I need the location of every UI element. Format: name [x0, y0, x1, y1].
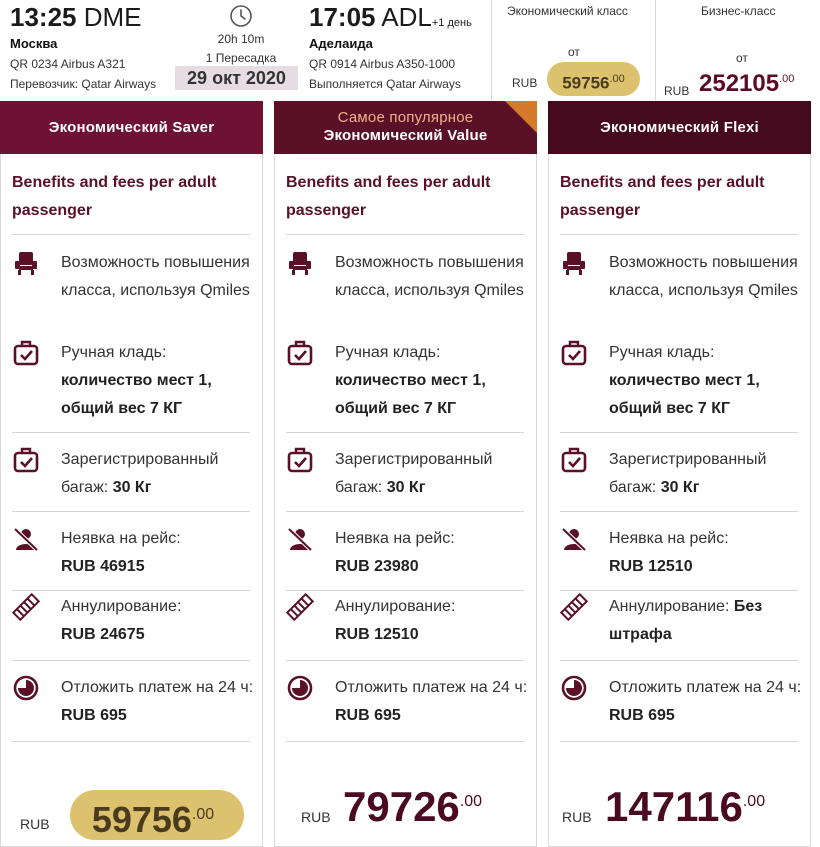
divider	[12, 741, 250, 742]
journey-stops: 1 Пересадка	[205, 51, 277, 65]
hold-payment-value: RUB 695	[335, 707, 401, 724]
arrival-operated: Выполняется Qatar Airways	[309, 77, 461, 91]
divider	[12, 590, 250, 591]
benefit-checked-baggage-text	[335, 446, 535, 502]
baggage-icon	[12, 446, 40, 474]
divider	[12, 234, 250, 235]
divider	[286, 432, 524, 433]
divider	[12, 432, 250, 433]
fare-price-cents: .00	[742, 793, 766, 810]
arrival-airport: ADL	[381, 2, 432, 32]
divider	[560, 511, 798, 512]
no-show-value: RUB 12510	[609, 558, 693, 575]
fare-currency: RUB	[301, 809, 331, 825]
departure-time: 13:25	[10, 2, 77, 32]
departure-flight: QR 0234 Airbus A321	[10, 57, 126, 71]
benefit-checked-baggage-text	[609, 446, 809, 502]
benefit-no-show-text	[335, 525, 535, 581]
divider	[655, 0, 656, 100]
divider	[560, 741, 798, 742]
divider	[12, 511, 250, 512]
benefit-upgrade-text: Возможность повышения класса, используя Qmiles	[61, 254, 250, 299]
cancellation-icon	[560, 593, 588, 621]
no-show-icon	[560, 525, 588, 553]
business-min-price-button[interactable]	[699, 70, 794, 98]
luggage-icon	[12, 339, 40, 367]
clock-icon	[229, 4, 253, 28]
baggage-icon	[560, 446, 588, 474]
select-fare-button[interactable]	[605, 783, 765, 831]
benefit-cancellation-text	[609, 593, 809, 649]
checked-baggage-label: Зарегистрированный багаж:	[61, 451, 219, 496]
journey-duration: 20h 10m	[217, 32, 265, 46]
benefit-no-show-text	[609, 525, 809, 581]
fare-header[interactable]	[0, 101, 263, 154]
benefit-upgrade-text: Возможность повышения класса, используя Qmiles	[335, 254, 524, 299]
arrival-flight: QR 0914 Airbus A350-1000	[309, 57, 456, 71]
fare-price-value: 79726	[343, 783, 460, 830]
seat-icon	[12, 249, 40, 277]
benefit-hold-payment-text	[335, 674, 535, 730]
hand-luggage-label: Ручная кладь:	[335, 344, 441, 361]
hold-payment-value: RUB 695	[61, 707, 127, 724]
benefit-checked-baggage-text	[61, 446, 261, 502]
business-class-title[interactable]: Бизнес-класс	[701, 4, 776, 18]
cancellation-value: RUB 12510	[335, 626, 419, 643]
benefit-hold-payment-text	[61, 674, 261, 730]
fare-name: Экономический Saver	[48, 119, 215, 136]
corner-ribbon	[505, 101, 537, 133]
fare-price-cents: .00	[459, 793, 483, 810]
fare-price-value: 59756	[91, 799, 192, 840]
luggage-icon	[560, 339, 588, 367]
hand-luggage-value: количество мест 1, общий вес 7 КГ	[61, 372, 212, 417]
select-fare-button[interactable]	[343, 783, 482, 831]
most-popular-badge: Самое популярное	[337, 109, 474, 126]
cancellation-label: Аннулирование:	[61, 598, 182, 615]
hold-payment-label: Отложить платеж на 24 ч:	[61, 679, 254, 696]
divider	[560, 590, 798, 591]
divider	[286, 590, 524, 591]
baggage-icon	[286, 446, 314, 474]
benefits-title: Benefits and fees per adult passenger	[12, 174, 217, 219]
cancellation-value: RUB 24675	[61, 626, 145, 643]
economy-currency: RUB	[512, 76, 538, 90]
no-show-value: RUB 23980	[335, 558, 419, 575]
benefit-hand-luggage-text	[61, 339, 261, 423]
hold-payment-label: Отложить платеж на 24 ч:	[335, 679, 528, 696]
no-show-icon	[12, 525, 40, 553]
divider	[560, 660, 798, 661]
divider	[286, 741, 524, 742]
economy-from-label: от	[568, 45, 580, 59]
hand-luggage-value: количество мест 1, общий вес 7 КГ	[335, 372, 486, 417]
departure-carrier: Перевозчик: Qatar Airways	[10, 77, 157, 91]
cancellation-label: Аннулирование:	[609, 598, 730, 615]
checked-baggage-value: 30 Кг	[660, 479, 700, 496]
cancellation-value: Без штрафа	[609, 598, 763, 643]
economy-min-price: 59756	[562, 73, 610, 93]
seat-icon	[286, 249, 314, 277]
business-currency: RUB	[664, 84, 690, 98]
divider	[491, 0, 492, 100]
luggage-icon	[286, 339, 314, 367]
timer-icon	[560, 674, 588, 702]
benefit-upgrade-text: Возможность повышения класса, используя Qmiles	[609, 254, 798, 299]
no-show-icon	[286, 525, 314, 553]
benefit-hand-luggage-text	[335, 339, 535, 423]
divider	[560, 234, 798, 235]
departure-time-block	[10, 3, 142, 31]
timer-icon	[12, 674, 40, 702]
departure-city: Москва	[10, 36, 58, 51]
flight-summary	[0, 0, 820, 100]
benefit-cancellation-text	[61, 593, 261, 649]
hand-luggage-value: количество мест 1, общий вес 7 КГ	[609, 372, 760, 417]
hold-payment-label: Отложить платеж на 24 ч:	[609, 679, 802, 696]
fare-card-value	[274, 101, 537, 847]
business-min-price-cents: .00	[779, 73, 795, 85]
arrival-day-offset: +1 день	[431, 17, 472, 29]
fare-price-cents: .00	[191, 806, 215, 823]
economy-min-price-cents: .00	[609, 73, 625, 85]
benefits-title: Benefits and fees per adult passenger	[286, 174, 491, 219]
divider	[286, 660, 524, 661]
journey-date: 29 окт 2020	[175, 66, 298, 90]
benefit-hand-luggage-text	[609, 339, 809, 423]
seat-icon	[560, 249, 588, 277]
fare-price-value: 147116	[605, 783, 743, 830]
divider	[560, 432, 798, 433]
fare-currency: RUB	[20, 816, 50, 832]
no-show-label: Неявка на рейс:	[609, 530, 729, 547]
hand-luggage-label: Ручная кладь:	[61, 344, 167, 361]
checked-baggage-value: 30 Кг	[386, 479, 426, 496]
hand-luggage-label: Ручная кладь:	[609, 344, 715, 361]
checked-baggage-value: 30 Кг	[112, 479, 152, 496]
fare-name: Экономический Value	[323, 127, 488, 144]
select-fare-button[interactable]	[70, 790, 244, 840]
fare-price[interactable]	[275, 781, 538, 845]
fare-header[interactable]	[274, 101, 537, 154]
benefit-cancellation-text	[335, 593, 535, 649]
benefits-title: Benefits and fees per adult passenger	[560, 174, 765, 219]
departure-airport: DME	[83, 2, 142, 32]
timer-icon	[286, 674, 314, 702]
no-show-value: RUB 46915	[61, 558, 145, 575]
divider	[286, 511, 524, 512]
arrival-city: Аделаида	[309, 36, 373, 51]
hold-payment-value: RUB 695	[609, 707, 675, 724]
arrival-time-block	[309, 3, 472, 31]
no-show-label: Неявка на рейс:	[335, 530, 455, 547]
fare-currency: RUB	[562, 809, 592, 825]
checked-baggage-label: Зарегистрированный багаж:	[335, 451, 493, 496]
benefit-no-show-text	[61, 525, 261, 581]
fare-card-flexi	[548, 101, 811, 847]
economy-class-title[interactable]: Экономический класс	[507, 4, 628, 18]
benefit-hold-payment-text	[609, 674, 809, 730]
fare-header[interactable]	[548, 101, 811, 154]
divider	[12, 660, 250, 661]
checked-baggage-label: Зарегистрированный багаж:	[609, 451, 767, 496]
cancellation-icon	[286, 593, 314, 621]
fare-price	[1, 781, 264, 845]
business-min-price: 252105	[699, 70, 780, 97]
fare-name: Экономический Flexi	[600, 119, 759, 136]
divider	[286, 234, 524, 235]
no-show-label: Неявка на рейс:	[61, 530, 181, 547]
fare-price[interactable]	[549, 781, 812, 845]
economy-min-price-button[interactable]	[547, 62, 640, 96]
cancellation-label: Аннулирование:	[335, 598, 456, 615]
business-from-label: от	[736, 51, 748, 65]
fare-card-saver	[0, 101, 263, 847]
arrival-time: 17:05	[309, 2, 376, 32]
cancellation-icon	[12, 593, 40, 621]
